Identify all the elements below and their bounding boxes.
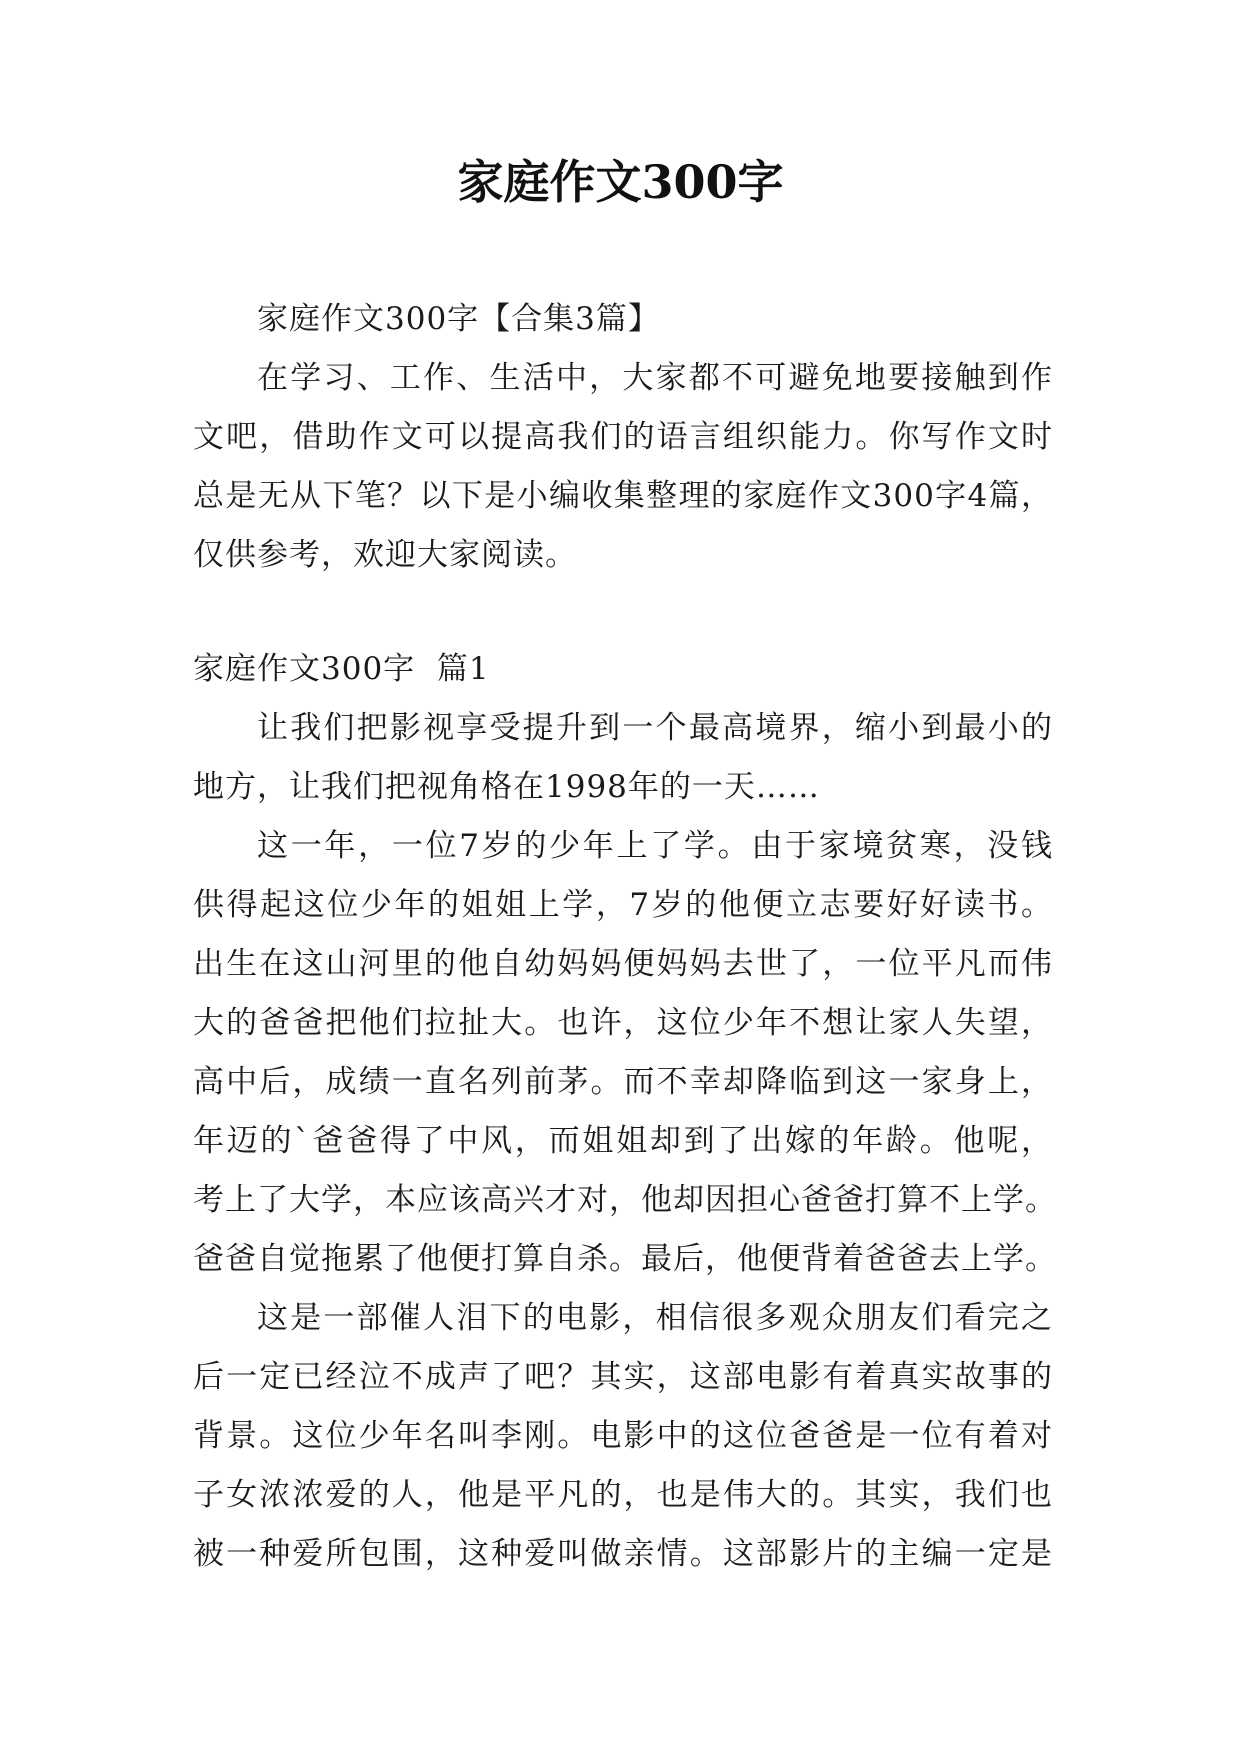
paragraph-line: 被一种爱所包围，这种爱叫做亲情。这部影片的主编一定是: [193, 1536, 1053, 1572]
paragraph-line: 考上了大学，本应该高兴才对，他却因担心爸爸打算不上学。: [193, 1182, 1057, 1218]
paragraph-line: 高中后，成绩一直名列前茅。而不幸却降临到这一家身上，: [193, 1064, 1053, 1100]
paragraph-line: 背景。这位少年名叫李刚。电影中的这位爸爸是一位有着对: [193, 1418, 1053, 1454]
paragraph-line: 爸爸自觉拖累了他便打算自杀。最后，他便背着爸爸去上学。: [193, 1241, 1057, 1277]
section-heading: 家庭作文300字 篇1: [193, 651, 490, 687]
intro-line: 在学习、工作、生活中，大家都不可避免地要接触到作: [257, 360, 1053, 396]
subtitle: 家庭作文300字【合集3篇】: [257, 301, 660, 337]
document-title: 家庭作文300字: [457, 155, 784, 209]
document-body: [193, 290, 1057, 1584]
intro-line: 文吧，借助作文可以提高我们的语言组织能力。你写作文时: [193, 419, 1053, 455]
paragraph-line: 大的爸爸把他们拉扯大。也许，这位少年不想让家人失望，: [193, 1005, 1053, 1041]
paragraph-line: 这是一部催人泪下的电影，相信很多观众朋友们看完之: [257, 1300, 1053, 1336]
paragraph-line: 子女浓浓爱的人，他是平凡的，也是伟大的。其实，我们也: [193, 1477, 1053, 1513]
intro-line: 仅供参考，欢迎大家阅读。: [193, 537, 577, 573]
paragraph-line: 供得起这位少年的姐姐上学，7岁的他便立志要好好读书。: [193, 887, 1053, 923]
paragraph-line: 年迈的`爸爸得了中风，而姐姐却到了出嫁的年龄。他呢，: [193, 1123, 1053, 1159]
paragraph-line: 让我们把影视享受提升到一个最高境界，缩小到最小的: [257, 710, 1053, 746]
paragraph-line: 地方，让我们把视角格在1998年的一天……: [193, 769, 820, 805]
paragraph-line: 出生在这山河里的他自幼妈妈便妈妈去世了，一位平凡而伟: [193, 946, 1053, 982]
section-gap: [193, 585, 1053, 640]
intro-line: 总是无从下笔？以下是小编收集整理的家庭作文300字4篇，: [193, 478, 1053, 514]
paragraph-line: 后一定已经泣不成声了吧？其实，这部电影有着真实故事的: [193, 1359, 1053, 1395]
paragraph-line: 这一年，一位7岁的少年上了学。由于家境贫寒，没钱: [257, 828, 1053, 864]
